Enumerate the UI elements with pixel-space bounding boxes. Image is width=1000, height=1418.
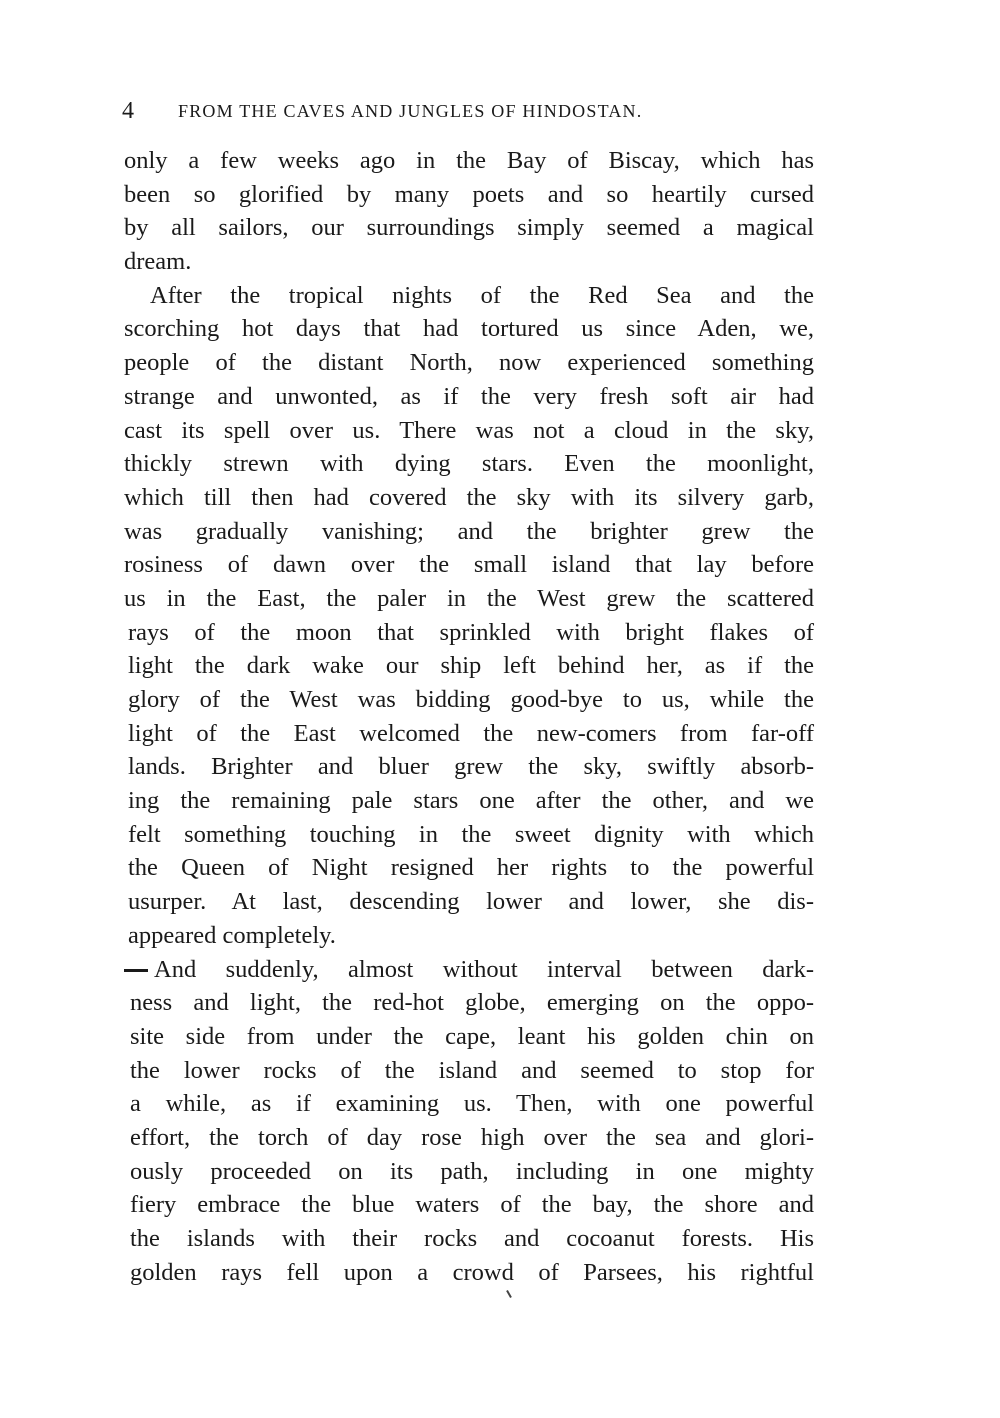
text-line: us in the East, the paler in the West grew the scattered xyxy=(124,584,814,612)
ink-mark xyxy=(506,1290,512,1298)
text-line: rosiness of dawn over the small island that lay before xyxy=(124,551,814,579)
text-line: light the dark wake our ship left behind her, as if the xyxy=(128,652,814,680)
body-text xyxy=(124,144,814,1289)
text-line: dream. xyxy=(124,248,192,276)
text-line: lands. Brighter and bluer grew the sky, swiftly absorb- xyxy=(128,753,814,781)
dash-mark xyxy=(124,969,148,972)
page-header xyxy=(122,98,812,128)
text-line: the Queen of Night resigned her rights to the powerful xyxy=(128,854,814,882)
text-line: glory of the West was bidding good-bye to us, while the xyxy=(128,686,814,713)
text-line: felt something touching in the sweet dignity with which xyxy=(128,820,814,848)
text-line: thickly strewn with dying stars. Even the moonlight, xyxy=(124,450,814,478)
text-line: site side from under the cape, leant his golden chin on xyxy=(130,1022,814,1050)
text-line: only a few weeks ago in the Bay of Biscay, which has xyxy=(124,147,814,174)
text-line: by all sailors, our surroundings simply seemed a magical xyxy=(124,214,814,242)
text-line: ously proceeded on its path, including in one mighty xyxy=(130,1157,814,1185)
text-line: rays of the moon that sprinkled with bright flakes of xyxy=(128,618,814,646)
text-line: cast its spell over us. There was not a cloud in the sky, xyxy=(124,416,814,444)
paragraph xyxy=(124,953,814,1290)
text-line: fiery embrace the blue waters of the bay, the shore and xyxy=(130,1191,814,1219)
text-line: strange and unwonted, as if the very fresh soft air had xyxy=(124,382,814,410)
running-title: FROM THE CAVES AND JUNGLES OF HINDOSTAN. xyxy=(178,101,643,121)
text-line: usurper. At last, descending lower and lower, she dis- xyxy=(128,888,814,916)
text-line: After the tropical nights of the Red Sea and the xyxy=(150,281,814,309)
text-line: the islands with their rocks and cocoanut forests. His xyxy=(130,1225,814,1252)
text-line: was gradually vanishing; and the brighter grew the xyxy=(124,517,814,545)
text-line: which till then had covered the sky with its silvery garb, xyxy=(124,483,814,511)
text-line: light of the East welcomed the new-comers from far-off xyxy=(128,719,814,747)
text-line: ing the remaining pale stars one after the other, and we xyxy=(128,787,814,815)
text-line: people of the distant North, now experienced something xyxy=(124,349,814,377)
text-line: scorching hot days that had tortured us since Aden, we, xyxy=(124,315,814,343)
page-number: 4 xyxy=(122,98,134,124)
text-line: been so glorified by many poets and so heartily cursed xyxy=(124,180,814,208)
text-line: golden rays fell upon a crowd of Parsees, his rightful xyxy=(130,1258,814,1286)
text-line: effort, the torch of day rose high over the sea and glori- xyxy=(130,1123,814,1151)
paragraph xyxy=(124,279,814,953)
text-line: the lower rocks of the island and seemed to stop for xyxy=(130,1056,814,1084)
text-line-with-dash xyxy=(124,953,814,987)
text-line: a while, as if examining us. Then, with one powerful xyxy=(130,1090,814,1118)
text-line: And suddenly, almost without interval between dark- xyxy=(154,955,814,983)
text-line: ness and light, the red-hot globe, emerging on the oppo- xyxy=(130,989,814,1017)
paragraph xyxy=(124,144,814,279)
text-line: appeared completely. xyxy=(128,921,336,949)
